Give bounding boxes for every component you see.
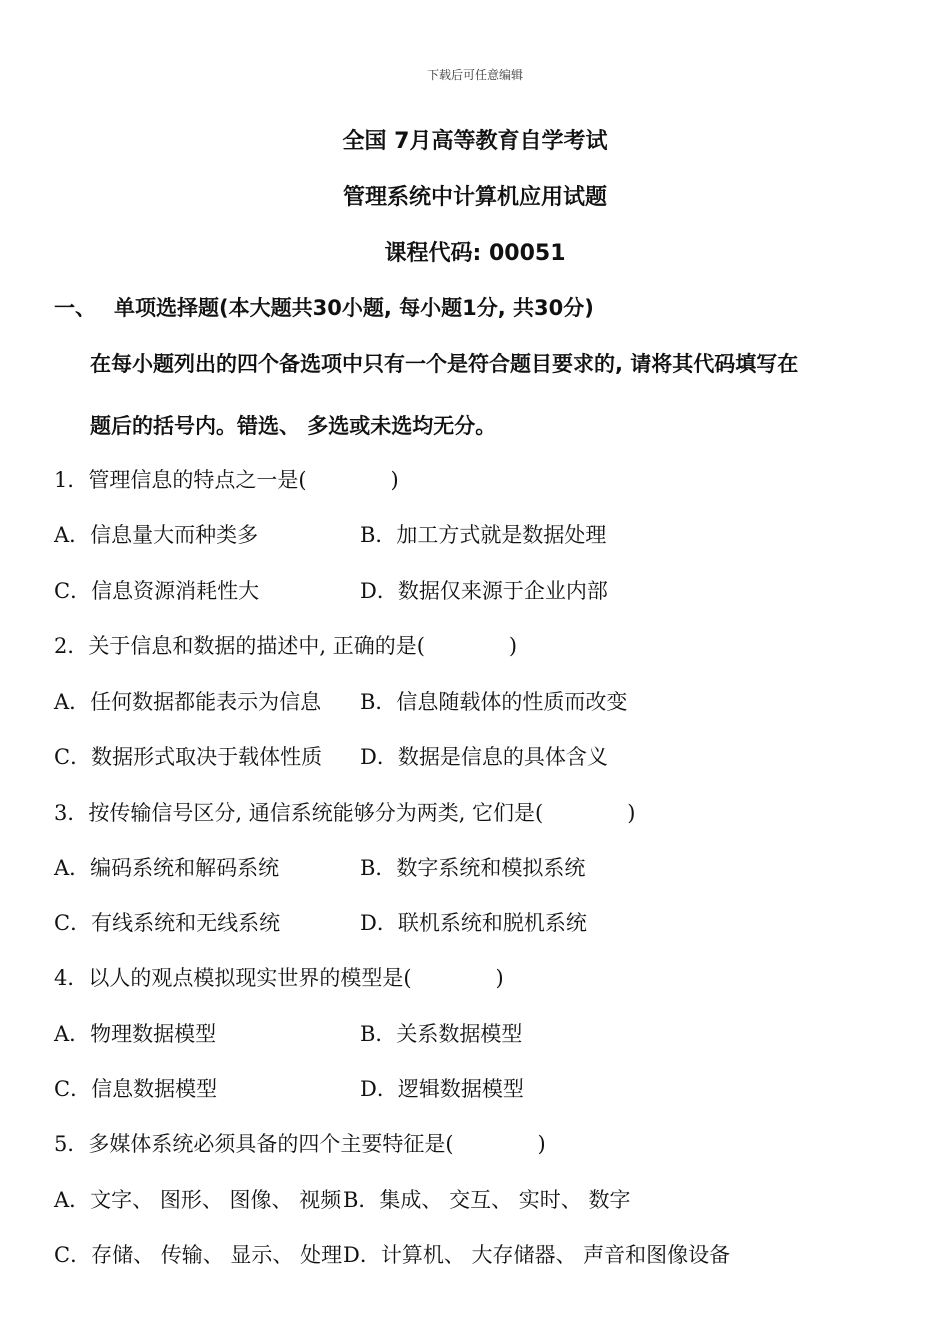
option-c: C．信息数据模型 — [54, 1077, 218, 1101]
option-a: A．物理数据模型 — [54, 1022, 217, 1046]
option-c: C．存储、 传输、 显示、 处理 — [54, 1243, 343, 1267]
option-b: B．加工方式就是数据处理 — [360, 523, 607, 547]
option-b: B．关系数据模型 — [360, 1022, 523, 1046]
option-d: D．数据仅来源于企业内部 — [360, 579, 608, 603]
watermark-text: 下载后可任意编辑 — [426, 68, 523, 82]
instruction-line-2: 题后的括号内。错选、 多选或未选均无分。 — [90, 414, 497, 438]
question-stem: 1．管理信息的特点之一是( ) — [54, 468, 399, 492]
exam-title: 全国 7月高等教育自学考试 — [342, 129, 608, 154]
option-c: C．有线系统和无线系统 — [54, 911, 281, 935]
question-stem: 5．多媒体系统必须具备的四个主要特征是( ) — [54, 1132, 546, 1156]
option-c: C．数据形式取决于载体性质 — [54, 745, 323, 769]
question-stem: 2．关于信息和数据的描述中, 正确的是( ) — [54, 634, 518, 658]
option-d: D．逻辑数据模型 — [360, 1077, 524, 1101]
option-a: A．任何数据都能表示为信息 — [54, 690, 322, 714]
section-title: 单项选择题(本大题共30小题, 每小题1分, 共30分) — [114, 296, 594, 320]
option-d: D．计算机、 大存储器、 声音和图像设备 — [343, 1243, 731, 1267]
option-b: B．信息随载体的性质而改变 — [360, 690, 628, 714]
course-code: 课程代码: 00051 — [384, 241, 566, 266]
section-number: 一、 — [54, 296, 96, 320]
instruction-line-1: 在每小题列出的四个备选项中只有一个是符合题目要求的, 请将其代码填写在 — [90, 352, 799, 376]
question-stem: 4．以人的观点模拟现实世界的模型是( ) — [54, 966, 504, 990]
exam-subject: 管理系统中计算机应用试题 — [342, 185, 607, 210]
option-a: A．文字、 图形、 图像、 视频 — [54, 1188, 342, 1212]
option-a: A．编码系统和解码系统 — [54, 856, 280, 880]
option-b: B．数字系统和模拟系统 — [360, 856, 586, 880]
option-b: B．集成、 交互、 实时、 数字 — [343, 1188, 631, 1212]
option-d: D．联机系统和脱机系统 — [360, 911, 587, 935]
option-d: D．数据是信息的具体含义 — [360, 745, 608, 769]
section-heading — [54, 292, 594, 322]
question-stem: 3．按传输信号区分, 通信系统能够分为两类, 它们是( ) — [54, 801, 636, 825]
option-a: A．信息量大而种类多 — [54, 523, 259, 547]
option-c: C．信息资源消耗性大 — [54, 579, 260, 603]
